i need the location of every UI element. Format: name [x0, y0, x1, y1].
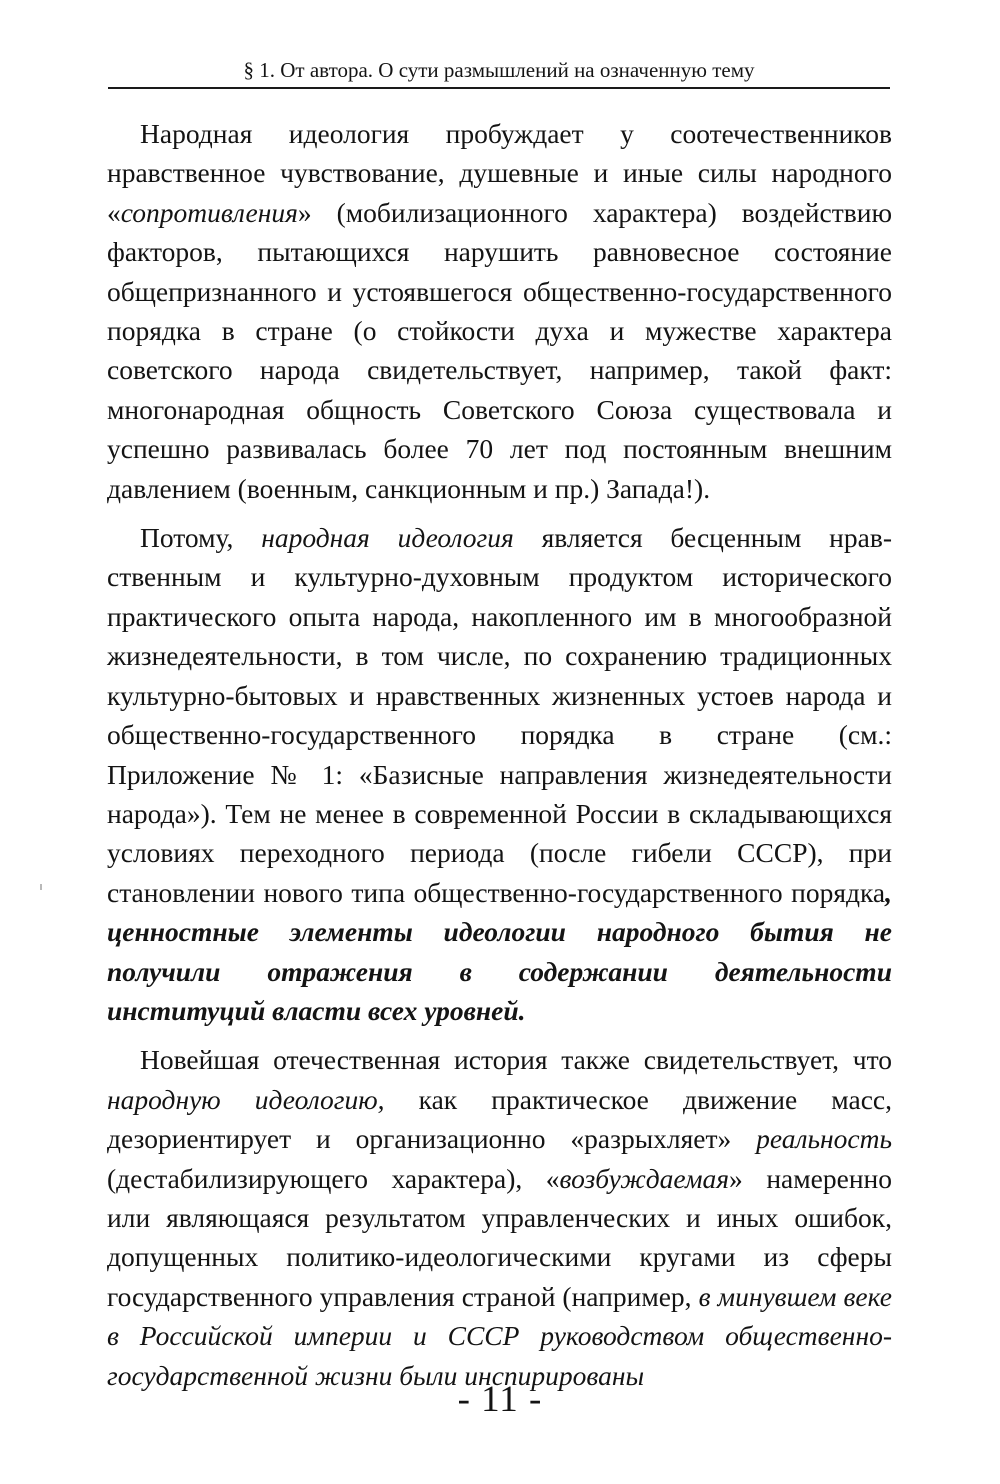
p3-italic-closing: в минувшем веке в Российской империи и СССР руководством общественно-государственной жизни были инспирированы — [107, 1280, 892, 1391]
running-header: § 1. От автора. О сути размышлений на означенную тему — [108, 56, 890, 89]
p2-text-2: является бесценным нравственным и культурно-духовным продуктом исторического практического опыта народа, накопленного им в многообразной жизнедеятельности, в том числе, по сохранению традиционных культурно-бытовых и нравственных жизненных устоев народа и общественно-государственного порядка в стране (см.: Приложение № 1: «Базисные направления жизнедеятельности народа»). Тем не менее в современной России в складывающихся условиях переходного периода (после гибели СССР), при становлении нового типа общественно-государственного порядка — [107, 522, 892, 908]
p3-text-3: (дестабилизирующего характера), « — [107, 1162, 560, 1194]
paragraph-3 — [107, 1040, 892, 1395]
p1-emphasis-soprotivleniya: сопротивления — [120, 196, 298, 228]
page-number: - 11 - — [457, 1379, 543, 1420]
p2-bold-italic-conclusion: , ценностные элементы идеологии народного бытия не получили отражения в содержании деятельности институций власти всех уровней. — [107, 876, 892, 1026]
paragraph-2 — [107, 518, 892, 1030]
p3-emphasis-vozbuzhdaemaya: возбуждаемая — [559, 1162, 730, 1194]
scan-speck-mark — [40, 884, 42, 890]
p1-text-1: Народная идеология пробуждает у соотечественников нравственное чувствование, душевные и иные силы народного « — [107, 118, 892, 228]
body-text — [107, 114, 892, 1405]
p2-text-1: Потому, — [140, 522, 262, 554]
p2-emphasis-narodnaya-ideologiya: народная идеология — [261, 522, 514, 554]
p3-emphasis-narodnuyu-ideologiyu: народную идеологию, — [107, 1083, 385, 1115]
p3-text-2: как практическое движение масс, дезориентирует и организационно «разрыхляет» — [107, 1083, 893, 1155]
p3-text-1: Новейшая отечественная история также свидетельствует, что — [140, 1044, 892, 1076]
p1-text-2: » (мобилизационного характера) воздействию факторов, пытающихся нарушить равновесное состояние общепризнанного и устоявшегося общественно-государственного порядка в стране (о стойкости духа и мужестве характера советского народа свидетельствует, например, такой факт: многонародная общность Советского Союза существовала и успешно развивалась более 70 лет под постоянным внешним давлением (военным, санкционным и пр.) Запада!). — [107, 196, 892, 504]
p3-emphasis-realnost: реальность — [756, 1123, 892, 1155]
paragraph-1 — [107, 114, 892, 508]
p3-text-4: » намеренно или являющаяся результатом управленческих и иных ошибок, допущенных политико-идеологическими кругами из сферы государственного управления страной (например, — [107, 1162, 892, 1312]
